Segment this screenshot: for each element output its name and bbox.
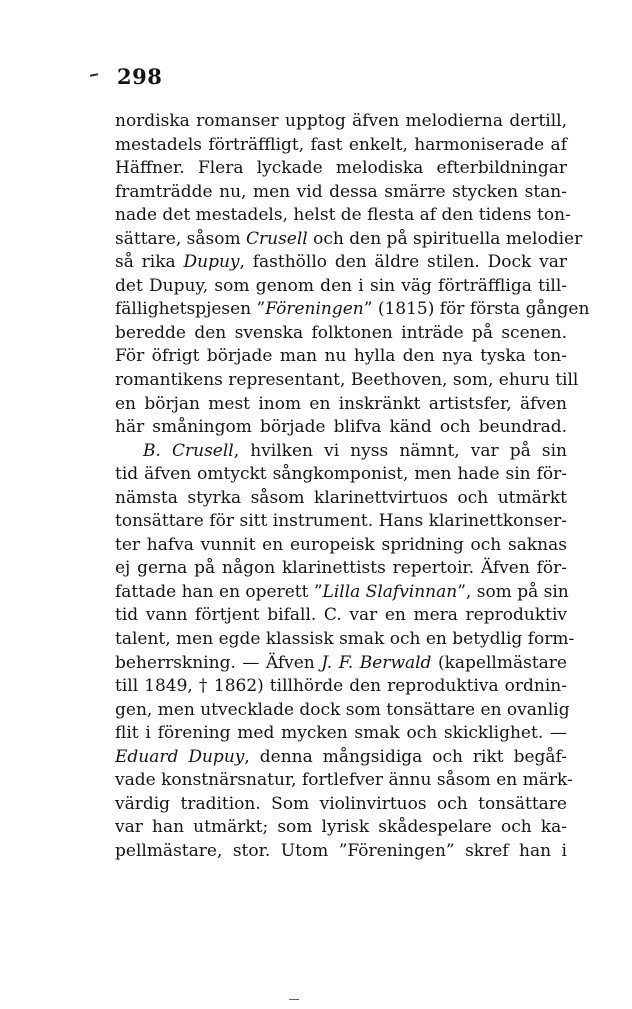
text-line: Häffner. Flera lyckade melodiska efterbildningar: [115, 158, 567, 179]
text-line: tid äfven omtyckt sångkomponist, men hade sin för-: [115, 464, 567, 485]
text-line: fattade han en operett ”Lilla Slafvinnan”, som på sin: [115, 581, 569, 602]
text-line: vade konstnärsnatur, fortlefver ännu såsom en märk-: [115, 770, 573, 791]
text-line: ej gerna på någon klarinettists repertoir. Äfven för-: [115, 558, 567, 579]
text-line: sättare, såsom Crusell och den på spirituella melodier: [115, 228, 583, 249]
text-line: ter hafva vunnit en europeisk spridning och saknas: [115, 534, 567, 555]
text-line: här småningom började blifva känd och beundrad.: [115, 417, 567, 438]
text-line: För öfrigt började man nu hylla den nya tyska ton-: [115, 346, 567, 367]
composer-name: Crusell: [246, 228, 308, 249]
text-line: nämsta styrka såsom klarinettvirtuos och utmärkt: [115, 487, 567, 508]
text-line: det Dupuy, som genom den i sin väg förträffliga till-: [115, 275, 567, 296]
text-line: beherrskning. — Äfven J. F. Berwald (kapellmästare: [115, 652, 567, 673]
text-line: tonsättare för sitt instrument. Hans klarinettkonser-: [115, 511, 567, 532]
text-line: tid vann förtjent bifall. C. var en mera reproduktiv: [115, 605, 567, 626]
text-line: nade det mestadels, helst de flesta af den tidens ton-: [115, 205, 571, 226]
text-line: beredde den svenska folktonen inträde på scenen.: [115, 322, 567, 343]
text-line: mestadels förträffligt, fast enkelt, harmoniserade af: [115, 134, 567, 155]
text-line: framträdde nu, men vid dessa smärre stycken stan-: [115, 181, 567, 202]
text-line-paragraph-start: B. Crusell, hvilken vi nyss nämnt, var på sin: [143, 440, 567, 461]
text-line: romantikens representant, Beethoven, som, ehuru till: [115, 370, 579, 391]
text-line: fällighetspjesen ”Föreningen” (1815) för första gången: [115, 299, 590, 320]
text-line: en början mest inom en inskränkt artistsfer, äfven: [115, 393, 567, 414]
text-line: Eduard Dupuy, denna mångsidiga och rikt begåf-: [115, 746, 567, 767]
text-line: flit i förening med mycken smak och skicklighet. —: [115, 723, 567, 744]
text-line: nordiska romanser upptog äfven melodierna dertill,: [115, 111, 567, 131]
margin-mark: [90, 73, 98, 77]
body-text: [115, 110, 590, 864]
footer-mark: [289, 999, 299, 1000]
composer-name: Dupuy: [183, 252, 240, 273]
work-title: Föreningen: [265, 299, 364, 320]
composer-name: B. Crusell: [143, 440, 234, 461]
composer-name: J. F. Berwald: [321, 652, 432, 673]
work-title: Lilla Slafvinnan: [322, 581, 458, 602]
text-line: så rika Dupuy, fasthöllo den äldre stilen. Dock var: [115, 252, 568, 273]
text-line: talent, men egde klassisk smak och en betydlig form-: [115, 629, 575, 650]
page-number: 298: [117, 64, 163, 89]
text-line: värdig tradition. Som violinvirtuos och tonsättare: [115, 793, 567, 814]
composer-name: Eduard Dupuy: [115, 746, 245, 767]
text-line: gen, men utvecklade dock som tonsättare en ovanlig: [115, 699, 570, 720]
text-line: till 1849, † 1862) tillhörde den reproduktiva ordnin-: [115, 676, 567, 697]
text-line: pellmästare, stor. Utom ”Föreningen” skref han i: [115, 840, 567, 861]
text-line: var han utmärkt; som lyrisk skådespelare och ka-: [115, 817, 567, 838]
